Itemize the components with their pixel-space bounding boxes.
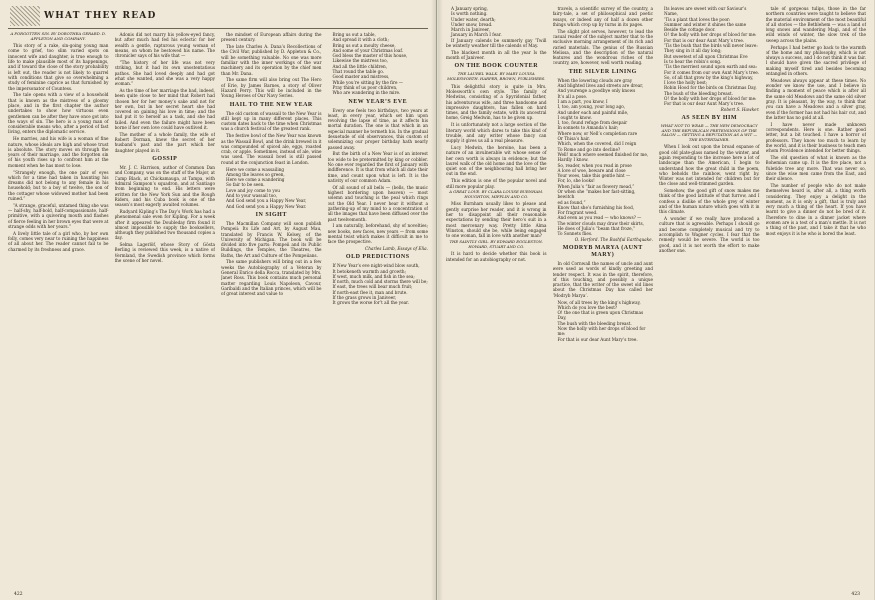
paragraph: I am naturally, beforehand, shy of novelties; new books, new faces, new years — from some mental twist which makes it difficult in me to face the prospective. (327, 223, 428, 245)
poem-line: So fair to be seen. (226, 182, 265, 188)
article-subheading: A GREAT LOVE. BY CLARA LOUISE BURNHAM. HOUGHTON, MIFFLIN AND CO. (449, 189, 544, 199)
poem-line: While you’re sitting by the fire — (332, 79, 403, 85)
poem-line: Its leaves are sweet with our Saviour’s Name, (664, 6, 747, 17)
paragraph: Miss Burnham usually likes to please and gently surprise her reader, and it is wrong in her to disappoint all their reasonable expectations by sending their hero’s suit in a most mercenary way. Pretty little Alma Winston, should she be, while being engaged to one woman, fall in love with another man? (446, 201, 547, 239)
paragraph: The Macmillan Company will soon publish Pompeii: Its Life and Art, by August Mau, translated by Francis W. Kelsey, of the University of Michigan. The book will be divided into five parts: Pompeii and its Public Buildings, the Temples, the Theatres, the Baths, the Art and Culture of the Pompeiians. (221, 220, 322, 258)
poem (446, 6, 547, 38)
poem-line: Love and joy come to you (226, 187, 280, 193)
poem-line: Know that she’s furnishing his food, (557, 204, 635, 210)
poem-line: Beside the cottage door. (664, 27, 716, 33)
article-heading: IN SIGHT (255, 211, 287, 218)
poem-line: ’Tis the bush that the birds will never leave: (664, 43, 758, 49)
poem-line: Now, of all trees by the king’s highway, (557, 299, 641, 305)
paragraph: The slight plot serves, however, to lead the casual reader of the subject matter that to the exclusive morning arrangement of its rich and varied materials. The genius of the Russian Melissa, and the description of the natural features and the wondrous riches of the country, are, however, well worth reading. (552, 28, 653, 66)
paragraph: the mindset of European affairs during the present century. (221, 32, 322, 43)
poem-line: Robin Hood for the birds on Christmas Day, (664, 85, 757, 91)
poem-line: For that is our dear Aunt Mary’s tree. (664, 37, 745, 43)
poem (328, 263, 429, 305)
poem-line: They sing in it all day long; (664, 48, 722, 54)
paragraph: The tale opens with a view of a household that is known as the mistress of a gloomy place, and in the first chapter the author undertakes to show how virtuous even gentlemen can be after they have once got into the ways of sin. The hero is a young man of considerable means who, after a period of fast living, enters the diplomatic service. (8, 92, 109, 135)
poem-line: For, lo, she looks! (557, 178, 595, 184)
byline: O. Herford. The Bashful Earthquake. (574, 236, 653, 242)
poem-line: And all the little children, (332, 63, 388, 69)
paragraph: When I look out upon the broad expanse of good old plate-glass named by the winter, and again responding to the increase here a lot of landscape than the American, I begin to understand how the great child in the poem, who beholds the rainbow, went right by. Winter was not intended for children but for the close and well-trimmed garden. (659, 144, 760, 187)
poem-line: And yourenge a goodbye only knows (557, 88, 636, 94)
article-heading: MODRYB MARYA (AUNT MARY) (562, 244, 643, 258)
ornament-illustration (10, 6, 40, 26)
poem-line: And even as you read — who knows? — (557, 215, 642, 221)
left-page-header (8, 6, 428, 29)
poem-line: Hardly I know. (557, 157, 589, 163)
article-subheading: THE SAINTLY GIRL. BY EDWARD EGGLESTON. HOWARD, STUART AND CO. (449, 239, 543, 249)
column (8, 32, 109, 600)
paragraph: Selma Lagerlöf, whose Story of Gösta Berling is reviewed this week, is a native of Vermland, the Swedish province which forms the scene of her novel. (114, 242, 215, 264)
poem-line: O! the holly with her drops of blood for me: (664, 32, 757, 38)
poem-line: Under snow, bread. (451, 21, 493, 27)
poem-line: If the grass grows in Janiveer, (332, 295, 397, 301)
poem-line: That round the table go. (332, 69, 385, 75)
paragraph: The mother of a whole family, the wife of Robert Dorman, knew the secret of her husband’s past and the part which her daughter played in it. (114, 131, 215, 153)
article-heading: ON THE BOOK COUNTER (454, 63, 539, 70)
column (446, 6, 547, 592)
poem-line: A love of woe, beware and close (557, 167, 626, 173)
article-heading: THE SILVER LINING (568, 68, 637, 75)
column (766, 6, 867, 592)
poem-line: To Rome and go into decline? (557, 146, 621, 152)
paragraph: This story of a rake, sin-going young man come to grief, too slim varied spots on innocent wife and daughter, is true enough to life to make plausible most of its happenings, and if toward the close of the story probability is left out, the reader is not likely to quarrel with conditions that give so overwhelming a study of feminine caprice as that furnished by the impersonator of Countess. (8, 43, 109, 91)
poem-line: It grows the worse for’t all the year. (332, 300, 410, 306)
paragraph: “The history of her life was not very striking, but it had its own unostentatious pathos. She had loved deeply and had got what she wanted, and she was a very happy woman.” (114, 59, 215, 87)
poem-line: Who are wandering in the mire. (332, 90, 401, 96)
paragraph: The festive bowl of the New Year was known as the Wassail Bowl, and the drink brewed in it was compounded of spiced ale, eggs, roasted crab, or apple. Sometimes, instead of ale, wine was used. The wassail bowl is still passed round at the conjunction feast in London. (221, 133, 322, 165)
poem-line: Your woes, take this gentle hint — (557, 173, 631, 179)
paragraph: The old custom of wassail to the New Year is still kept up in many different places. This custom dates back to the time when Christmas was a church festival of the greatest rank. (221, 110, 322, 132)
paragraph: Meadows always appear at these times. No wonder we know the use, and I believe in finding a moment of peace which is after all the same old Meadows and the same old silver gray. It is pleasant, by the way, to think that you can have a Meadows and a silver gray, even if the former has not had his hair cut, and the latter has no gold at all. (765, 77, 866, 120)
article-heading: AS SEEN BY HIM (681, 114, 738, 121)
paragraph: The old question of what is known as the Bohemian came up. It is the fire place, not a Yuletide tree any more. That was never so, since the wise men came from the East, and their silence. (765, 155, 866, 182)
poem-line: But sweetest of all upon Christmas Eve (664, 53, 748, 59)
paragraph: Of all sound of all bells — (bells, the music highest bordering upon heaven) — most solemn and touching is the peal which rings out the Old Year. I never hear it without a gathering-up of my mind to a concentration of all the images that have been diffused over the past twelvemonth. (327, 184, 428, 222)
paragraph: “A strange, graceful, untamed thing she was — half-shy, half-bold, half-compassionate, half-primitive, with a quivering mouth and flashes of fierce feeling in her brown eyes that were at strange odds with her years.” (8, 202, 109, 229)
poem-line: It betokeneth warmth and growth; (332, 268, 406, 274)
poem-line: The winter clouds may draw their skirts, (557, 220, 644, 226)
poem-line: O! the holly with her drops of blood for me: (664, 96, 757, 102)
right-page (437, 0, 874, 600)
poem-line: And spread it with a cloth; (332, 37, 389, 43)
paragraph: Perhaps I had better go back to the warmth of the home and my philosophy, which is not always a success, and I do not think it was fair. I should have given the sacred privilege of making myself tired and besides becoming entangled in others. (765, 44, 866, 77)
poem (328, 32, 429, 96)
poem-line: In sonnets to Amanda’s hair; (557, 125, 619, 131)
paragraph: It is hard to decide whether this book is intended for an autobiography or not. (446, 251, 547, 262)
paragraph: Lucy Medwin, the heroine, has been a nature of an invulnerable wit whose sense of her own worth is always in evidence; but the laurel walk of the old home and the love of the quiet son of the neighbouring hall bring her out in the end. (446, 144, 547, 177)
paragraph: This edition is one of the popular novel and still more popular play. (446, 178, 547, 189)
poem-line: January in March I fear. (451, 32, 502, 38)
poem-line: O! the one that is green upon Christmas Day, (557, 310, 644, 321)
paragraph: This delightful story is quite in Mrs. Molesworth’s own style. The family of Medwins, consisting of a Spyridonial father, his adventurous wife, and three handsome and impressive daughters, has fallen on hard times, and the family estate, with its ancestral home, Greig Medwin, has to be given up. (446, 83, 547, 121)
article-heading: NEW YEAR’S EVE (348, 98, 408, 105)
poem-line: Summer and winter it shines the same (664, 21, 747, 27)
article-subheading: WHAT NOT TO WEAR — THE NEW DEMOCRACY AND THE REPUBLICAN PRETENSIONS OF THE SALON — GETTING A REPUTATION AS A WIT — THE ENTERTAINER. (660, 122, 758, 142)
poem-line: Which, when the covered, did I reign (557, 141, 637, 147)
poem-line: If west, much milk, and fish in the sea; (332, 273, 415, 279)
poem-line: I am a part, you know, I (557, 98, 608, 104)
paragraph: Every one feels two birthdays, two years at least, in every year, which set him upon revolving the lapse of time, as it affects his mortal duration. The one is that which in an especial manner he termeth his. In the gradual desuetude of old observances, this custom of solemnizing our proper birthday hath nearly passed away. (327, 107, 428, 150)
paragraph: But the birth of a New Year is of an interest too wide to be pretermitted by king or cobbler. No one ever regarded the first of January with indifference. It is that from which all date their time, and count upon what is left. It is the nativity of our common Adam. (327, 151, 428, 183)
page-number: 423 (851, 592, 860, 597)
poem-line: So, reader, when you read in prose (557, 162, 632, 168)
poem (659, 6, 760, 107)
poem-line: I, too, found refuge from despair (557, 120, 628, 126)
poem-line: And some of your Christmas loaf. (332, 47, 404, 53)
paragraph: In old Cornwall the names of uncle and aunt were used as words of kindly greeting and tender respect. It was in the spirit, therefore, of this touching, and possibly a unique practice, that the writer of the sweet old lines about the Christmas Day has called her ‘Modryb Marya’. (552, 260, 653, 298)
poem-line: Bring us out a table, (332, 32, 376, 37)
poem-line: Under water, dearth; (451, 16, 496, 22)
poem-line: Likewise the mistress too, (332, 58, 389, 64)
column (659, 6, 760, 592)
poem-line: So, of all that grow by the king’s highway, (664, 74, 754, 80)
poem (553, 300, 654, 342)
column (115, 32, 216, 600)
column (221, 32, 322, 600)
poem-line: The bush of the bleeding breast. (664, 90, 733, 96)
poem-line: ’Tis a plant that loves the poor: (664, 16, 731, 22)
paragraph: The same publishers will bring out in a few weeks the Autobiography of a Veteran by General Enrico della Rocca, translated by Mrs. Janet Ross. This book contains much personal matter regarding Louis Napoleon, Cavour, Garibaldi and the Italian princes, which will be of great interest and value to (221, 259, 322, 297)
poem-line: He does of Julia’s “beam that froze,” (557, 226, 636, 232)
paragraph: The late Charles A. Dana’s Recollections of the Civil War, published by D. Appleton & Co., will be something valuable. No one was more familiar with the inner workings of the war machinery and its operation by the chief men than Mr. Dana. (221, 44, 322, 76)
poem-line: When Julia’s “fair as flowery mead,” (557, 183, 635, 189)
poem-line: Or Thisa’s hair. (557, 136, 590, 142)
poem-line: I ought to know. (557, 114, 592, 120)
poem-line: Here we come a wandering (226, 177, 285, 183)
poem-line: If north, much cold and storms there will be; (332, 279, 428, 285)
poem-line: Bring us out a moulty cheese, (332, 42, 396, 48)
poem-line: I love the holly best; (664, 80, 708, 86)
poem-line: Or when she “makes her fast-sitting, bewitch (557, 189, 636, 200)
paragraph: If January calends be summerly gay ’Twill be winterly weather till the calends of May. (446, 37, 547, 49)
left-page (0, 0, 437, 600)
poem-line: The bush with the bleeding breast. (557, 320, 632, 326)
paragraph: Adonis did not marry his yellow-eyed fancy, but after much had fed his eclectic for her wealth a gentle, rapturous young woman of means, on whom he bestowed his name. The chronicler says of his wife that — (114, 32, 215, 59)
paragraph: travels, a scientific survey of the country, a fairy-tale, a set of philosophical and poetic essays, or indeed any of half a dozen other things which crop up by turns in its pages. (552, 6, 653, 27)
poem-line: Here we come a wassailing (226, 166, 285, 172)
paragraph: A lively little tale of a girl who, by her own folly, comes very near to ruining the happiness of all about her. The reader cannot fail to be charmed by its freshness and grace. (8, 230, 109, 252)
poem-line: And to your wassail too, (226, 193, 278, 199)
poem-line: And God send you a Happy New Year. (226, 203, 307, 209)
poem-line: And blighted lives and streets are drear, (557, 83, 644, 89)
section-title: WHAT THEY READ (44, 11, 157, 21)
poem-line: And under each and painful mile, (557, 109, 629, 115)
poem (553, 78, 654, 237)
article-subheading: THE LAUREL WALK. BY MARY LOUISA MOLESWORTH. HARPER, BROWN, PUBLISHERS. (447, 71, 546, 82)
poem-line: Good master and mistress, (332, 74, 390, 80)
poem-line: Is to hear the robin’s song. (664, 58, 722, 64)
poem-line: When the lowering clouds are gray (557, 77, 633, 83)
poem-line: For it comes from our own Aunt Mary’s tree. (664, 69, 760, 75)
poem-line: Which do you love the best? (557, 304, 618, 310)
paragraph: The blackest month in all the year Is the month of Janiveer. (446, 49, 547, 61)
paragraph: As the time of her marriage the bad, indeed, been quite close to her mind that Robert had chosen her for her money’s sake and not for her own, but in her secret heart she had covered on gaining his love in time; and the bad put it to herself as a task, and she had failed. And even the failure might have been borne if her own love could have outlived it. (114, 87, 215, 131)
article-subheading: A FORGOTTEN SIN. BY DOROTHEA GERARD. D. APPLETON AND COMPANY. (10, 32, 107, 41)
paragraph: “Strangely enough, the one pair of eyes which for a time had taken in haunting his dreams did not belong to any female in his household; but to a boy of twelve, the son of the cottager whose widowed mother had been ruined.” (8, 169, 109, 201)
poem-line: ’Tis the merriest sound upon earth and sea: (664, 64, 757, 70)
poem-line: ed as found,” (557, 199, 586, 205)
paragraph: tale of gorgeous tulips, those in the far northern countries were taught to believe that the material environment of the most beautiful of all stories — the Bethlehem — was a land of long snows and wandering Magi, and of the wild winds of winter, the slow trek of the sweep across the plains. (765, 6, 866, 43)
poem-line: If north-east flee it, man and brute. (332, 289, 408, 295)
paragraph: Somehow, the good gift of snow makes me think of the good latitude of that furrow, and I confess a dislike of the whole grey of winter and of the human nature which goes with it in this climate. (659, 188, 760, 215)
poem-line: If east, the trees will bear much fruit; (332, 284, 413, 290)
poem-line: Now the holly with her drops of blood for me: (557, 326, 646, 337)
poem-line: Among the leaves so green, (226, 171, 285, 177)
paragraph: It is unfortunately not a large section of the literary world which dares to take this kind of trouble, and any writer whose fancy can supply it gives us all a real pleasure. (446, 122, 547, 144)
poem-line: A January spring, (451, 6, 488, 11)
byline: Charles Lamb, Essays of Elia. (365, 245, 428, 251)
paragraph: The same firm will also bring out The Hero of Erie, by James Barnes, a story of Oliver Hazard Perry. This will be included in the Young Heroes of Our Navy Series. (221, 77, 322, 99)
poem-line: And God send you a Happy New Year, (226, 198, 307, 204)
paragraph: I have never made unknown correspondents. Here is one. Rather good letter, but a bit touched. I have a horror of professors. They know too much to learn by the world, and it is their business to teach men whom Providence intended for better things. (765, 121, 866, 154)
poem-line: March in Janiveer, (451, 27, 490, 33)
poem (221, 167, 322, 209)
poem-line: It’s all a pose. (557, 93, 588, 99)
paragraph: The number of people who do not make themselves heard is, after all, a thing worth considering. They enjoy a delight in the moment, as it is only a gift, that is truly and very much a thing of the heart. If you have learnt to give a dinner do not be bred of it. Therefore to dine in a dinner jacket where women are is a test of a man’s mettle. It is not a thing of the past, and I take it that he who most enjoys it is he who is bored the least. (765, 183, 866, 236)
paragraph: Mr. J. C. Harrison, author of Common Dan and Company, was on the staff of the Major, at Camp Black, at Chickamauga, at Tampa, with Admiral Sampson’s squadron, and at Santiago from beginning to end. His letters were written for the New York Sun and the Rough Riders, and his Cuba book is one of the season’s most eagerly awaited volumes. (114, 165, 215, 208)
poem-line: For fragrant weed. (557, 210, 598, 216)
article-heading: GOSSIP (152, 156, 178, 163)
article-heading: HAIL TO THE NEW YEAR (229, 101, 313, 108)
column (553, 6, 654, 592)
poem-line: To Sonnets flies. (557, 231, 593, 237)
poem-line: I, too, am young, your long ago, (557, 104, 626, 110)
poem-line: Pray think of us poor children, (332, 84, 398, 90)
page-number: 422 (14, 592, 23, 597)
poem-line: Is worth nothing. (451, 11, 488, 17)
article-heading: OLD PREDICTIONS (345, 254, 410, 261)
column (328, 32, 429, 600)
paragraph: A wonder if we really have produced a culture that is agreeable. Perhaps I should go and become completely musical and try to accomplish to Wagner cycles. I fear that the remedy would be severe. The world is too good, and it is not worth the effort to make another one. (659, 216, 760, 253)
poem-line: For that is our dear Aunt Mary’s tree. (664, 101, 745, 107)
poem-line: Where now, or Nell’s completion rare (557, 130, 638, 136)
poem-line: For that is our dear Aunt Mary’s tree. (557, 336, 638, 342)
poem-line: God bless the master of this house, (332, 53, 408, 59)
poem-line: Well! much where seemed finished for me, (557, 151, 649, 157)
paragraph: He marries, and his wife is a woman of fine nature, whose ideals are high and whose trust is absolute. The story moves on through the years of their marriage, and the forgotten sin of his youth rises up to confront him at the moment when he has most to lose. (8, 136, 109, 168)
byline: Robert S. Hawker. (720, 106, 760, 112)
poem-line: If New Year’s eve night-wind blow south, (332, 263, 420, 269)
paragraph: Rudyard Kipling’s The Day’s Work has had a phenomenal sale even for Kipling. For a week after it appeared the Doubleday firm found it almost impossible to supply the booksellers, although they published two thousand copies a day. (114, 208, 215, 241)
